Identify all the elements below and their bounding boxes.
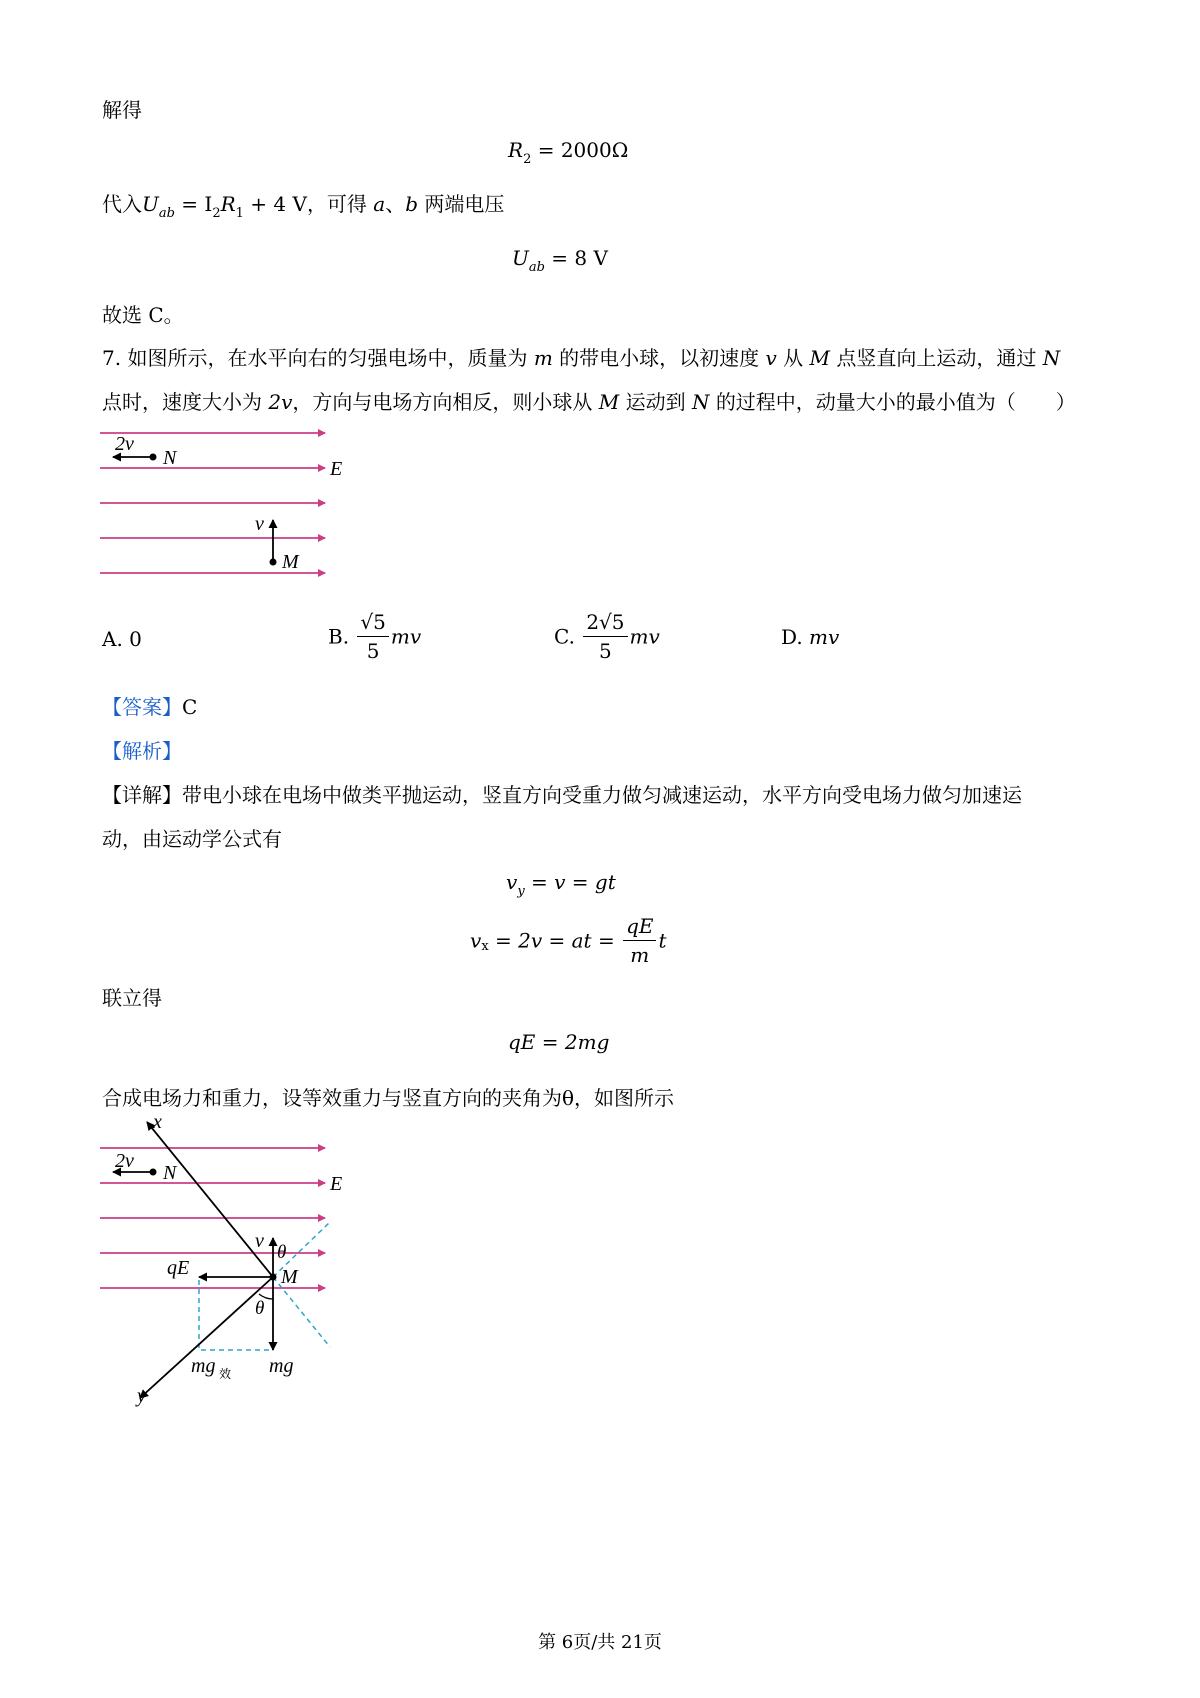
equation-vx: $v_x = 2v$ = at = $\frac{qE}{m}$ t [470,914,667,967]
text-dairu-end: 两端电压 [424,192,505,216]
q-l1-M: M [809,346,831,370]
equation-r2: $R_2 = 2000\Omega$ [508,138,629,167]
label-x: x [153,1111,162,1133]
label-theta-2: θ [255,1298,265,1319]
answer-line [102,691,197,720]
q-l2-N: N [691,390,710,414]
equation-vx-num: qE [623,912,656,941]
equation-r2-value: = 2000Ω [537,138,629,162]
equation-uab-value: = 8 V [551,246,608,270]
point-M [270,559,277,566]
label-M-2: M [281,1266,298,1288]
option-C [554,608,660,665]
label-M: M [282,551,299,573]
option-C-num-wrap [583,608,627,637]
figure-electric-field-1 [95,420,365,590]
option-C-den: 5 [599,639,612,663]
equation-vx-left: = 2v = at = [495,928,615,953]
label-E-2: E [330,1173,343,1195]
label-E: E [330,458,343,480]
equation-vx-tail: t [658,928,667,953]
text-guxuan: 故选 C。 [102,303,184,327]
text-lianli: 联立得 [102,986,162,1010]
figure-force-diagram [95,1110,365,1410]
equation-vx-fraction [623,912,656,969]
detail-line-2: 动，由运动学公式有 [102,827,282,851]
option-A-value: 0 [129,627,142,651]
dashed-lines [199,1222,330,1350]
label-N-2: N [163,1162,177,1184]
q-l2-M: M [598,390,620,414]
option-D-value: mv [809,625,840,649]
label-theta-1: θ [277,1242,287,1263]
equation-vx-den: m [630,943,650,967]
text-jiede: 解得 [102,98,142,122]
label-y: y [137,1385,146,1407]
q-l2-2v: 2v [268,390,293,414]
y-axis-arrow [140,1277,273,1398]
equation-vy-text: = v = gt [531,870,616,894]
option-C-label: C. [554,624,575,649]
q-l1-m: m [533,346,553,370]
text-dairu: 代入$U_{ab} = I_2R_1 + 4$ V，可得 a、b 两端电压 [102,192,505,221]
q-l1-N: N [1042,346,1061,370]
point-N [150,454,157,461]
detail-line-1 [102,779,1022,808]
label-2v: 2v [115,433,134,455]
detail-tag: 【详解】 [102,783,182,807]
option-C-fraction [583,608,627,665]
q-l2-c: 运动到 [625,390,686,414]
option-B [328,608,421,665]
equation-qe-2mg: qE = 2mg [508,1030,610,1054]
analysis-tag: 【解析】 [102,739,182,763]
answer-value: C [182,695,198,719]
text-dairu-r1: R [220,192,236,216]
label-N: N [163,447,177,469]
option-B-tail: mv [390,624,422,649]
page-footer: 第 6页/共 21页 [538,1632,662,1653]
option-D-label: D. [781,625,803,649]
q-l1-d: 点竖直向上运动，通过 [836,346,1037,370]
label-mg: mg [269,1355,294,1377]
option-C-num: √5 [599,610,625,634]
point-M-2 [270,1274,277,1281]
q-l2-b: ，方向与电场方向相反，则小球从 [292,390,593,414]
text-dairu-tail: + 4 V，可得 [250,192,367,216]
option-B-den: 5 [366,639,380,663]
option-B-label: B. [328,624,350,649]
text-dairu-b: b [405,192,419,216]
text-hecheng: 合成电场力和重力，设等效重力与竖直方向的夹角为θ，如图所示 [102,1086,675,1110]
q-l1-v: v [765,346,777,370]
question-line-2 [102,386,1076,415]
option-A-label: A. [102,627,123,651]
text-dairu-sep: 、 [385,192,406,216]
point-N-2 [150,1169,157,1176]
label-2v-2: 2v [115,1150,134,1172]
question-number: 7. [102,346,122,370]
label-v-2: v [255,1230,264,1252]
q-l1-c: 从 [783,346,804,370]
label-mg-eff: mg [191,1355,216,1377]
text-dairu-mid: = I [181,192,213,216]
q-l2-d: 的过程中，动量大小的最小值为（ ） [715,390,1076,414]
option-B-num: √5 [357,608,388,637]
text-dairu-prefix: 代入 [102,192,142,216]
option-A [102,627,142,651]
q-l2-a: 点时，速度大小为 [102,390,262,414]
option-B-fraction [357,608,388,665]
option-D [781,625,839,649]
label-mg-eff-sub: 效 [219,1367,232,1381]
option-C-tail: mv [629,624,660,649]
option-C-coef: 2 [586,610,600,634]
q-l1-b: 的带电小球，以初速度 [559,346,760,370]
label-v: v [255,513,264,535]
detail-line1-text: 带电小球在电场中做类平抛运动，竖直方向受重力做匀减速运动，水平方向受电场力做匀加速运 [182,783,1022,807]
question-line-1 [102,342,1060,371]
q-l1-a: 如图所示，在水平向右的匀强电场中，质量为 [127,346,528,370]
equation-vy: $v_y = v$ = gt [506,870,616,899]
equation-uab: $U_{ab} = 8$ V [512,246,608,275]
label-qE: qE [167,1257,190,1279]
text-dairu-a: a [373,192,386,216]
answer-tag: 【答案】 [102,695,182,719]
